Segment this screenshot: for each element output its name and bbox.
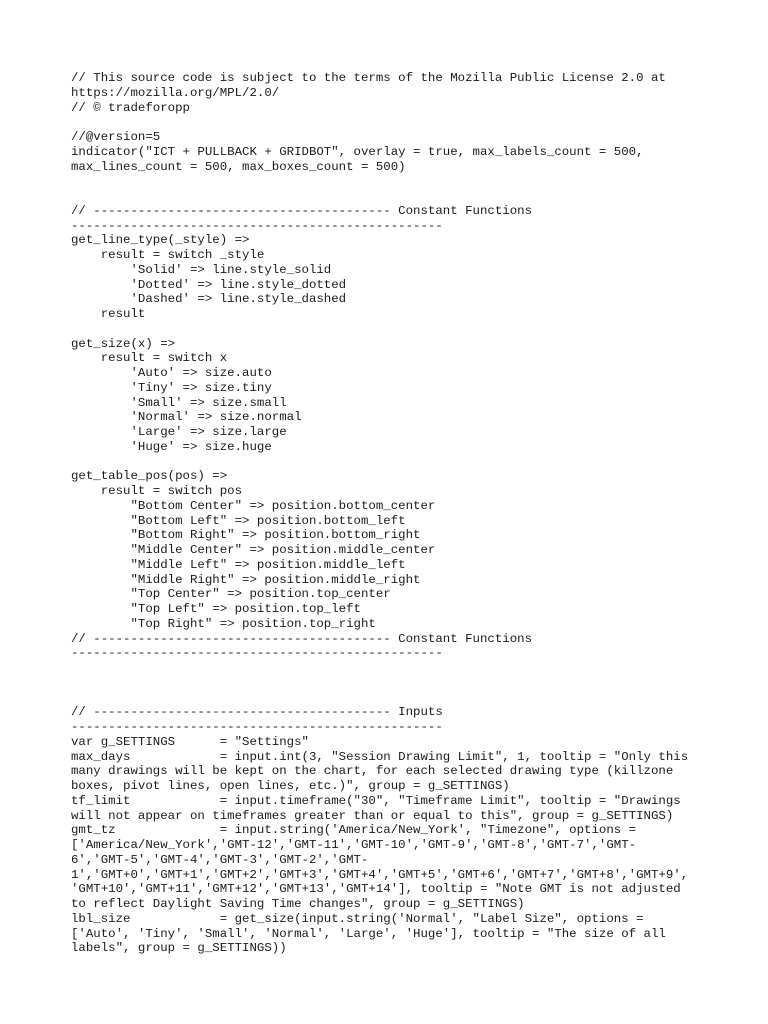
code-line: var g_SETTINGS = "Settings": [71, 734, 309, 749]
code-line: 'Huge' => size.huge: [71, 439, 272, 454]
code-line: [71, 676, 711, 691]
code-line: // ---------------------------------------- Constant Functions: [71, 203, 533, 218]
code-line: result = switch pos: [71, 484, 243, 498]
code-line: to reflect Daylight Saving Time changes", group = g_SETTINGS): [71, 897, 525, 911]
code-line: max_days = input.int(3, "Session Drawing Limit", 1, tooltip = "Only this: [71, 749, 689, 764]
code-line: ['America/New_York','GMT-12','GMT-11','GMT-10','GMT-9','GMT-8','GMT-7','GMT-: [71, 838, 637, 852]
code-line: 'Dashed' => line.style_dashed: [71, 292, 347, 307]
code-line: "Middle Right" => position.middle_right: [71, 572, 421, 587]
code-line: will not appear on timeframes greater than or equal to this", group = g_SETTINGS): [71, 808, 674, 823]
code-line: 'Large' => size.large: [71, 425, 287, 439]
code-line: // ---------------------------------------- Constant Functions: [71, 631, 533, 646]
code-line: indicator("ICT + PULLBACK + GRIDBOT", overlay = true, max_labels_count = 500,: [71, 144, 644, 159]
code-line: "Top Right" => position.top_right: [71, 616, 376, 631]
code-line: [71, 661, 711, 676]
code-line: 'Tiny' => size.tiny: [71, 380, 272, 395]
code-line: [71, 322, 711, 337]
code-line: 'Dotted' => line.style_dotted: [71, 277, 347, 292]
code-line: many drawings will be kept on the chart, for each selected drawing type (killzone: [71, 764, 674, 779]
code-line: result = switch x: [71, 351, 228, 366]
code-line: lbl_size = get_size(input.string('Normal', "Label Size", options =: [71, 911, 644, 926]
code-line: [71, 189, 711, 204]
code-line: 'GMT+10','GMT+11','GMT+12','GMT+13','GMT+14'], tooltip = "Note GMT is not adjusted: [71, 882, 681, 897]
code-line: //@version=5: [71, 130, 161, 144]
code-line: [71, 691, 711, 706]
code-line: [71, 174, 711, 189]
code-line: // This source code is subject to the terms of the Mozilla Public License 2.0 at: [71, 71, 666, 85]
source-code-block: [71, 71, 711, 956]
code-line: result: [71, 307, 146, 321]
code-line: "Bottom Center" => position.bottom_center: [71, 498, 436, 513]
code-line: 6','GMT-5','GMT-4','GMT-3','GMT-2','GMT-: [71, 852, 369, 867]
code-line: "Bottom Right" => position.bottom_right: [71, 528, 421, 543]
code-line: "Bottom Left" => position.bottom_left: [71, 513, 406, 528]
code-line: labels", group = g_SETTINGS)): [71, 941, 287, 956]
code-line: 'Auto' => size.auto: [71, 366, 272, 380]
code-line: gmt_tz = input.string('America/New_York', "Timezone", options =: [71, 823, 637, 838]
code-line: tf_limit = input.timeframe("30", "Timeframe Limit", tooltip = "Drawings: [71, 793, 681, 808]
code-line: 1','GMT+0','GMT+1','GMT+2','GMT+3','GMT+4','GMT+5','GMT+6','GMT+7','GMT+8','GMT+9',: [71, 867, 689, 882]
code-line: --------------------------------------------------: [71, 646, 443, 661]
code-line: [71, 115, 711, 130]
code-line: boxes, pivot lines, open lines, etc.)", group = g_SETTINGS): [71, 779, 510, 793]
code-line: // © tradeforopp: [71, 100, 190, 115]
code-line: get_size(x) =>: [71, 336, 176, 351]
code-line: // ---------------------------------------- Inputs: [71, 705, 443, 720]
code-line: --------------------------------------------------: [71, 218, 443, 233]
code-line: 'Normal' => size.normal: [71, 410, 302, 425]
code-line: result = switch _style: [71, 248, 265, 262]
code-line: "Top Left" => position.top_left: [71, 602, 361, 616]
code-line: get_table_pos(pos) =>: [71, 469, 228, 484]
code-line: 'Small' => size.small: [71, 395, 287, 410]
code-line: [71, 455, 711, 470]
code-line: ['Auto', 'Tiny', 'Small', 'Normal', 'Large', 'Huge'], tooltip = "The size of all: [71, 926, 666, 941]
code-line: 'Solid' => line.style_solid: [71, 262, 332, 277]
code-line: get_line_type(_style) =>: [71, 233, 250, 248]
code-line: --------------------------------------------------: [71, 720, 443, 734]
code-line: "Top Center" => position.top_center: [71, 587, 391, 602]
code-line: "Middle Left" => position.middle_left: [71, 557, 406, 572]
code-line: max_lines_count = 500, max_boxes_count = 500): [71, 159, 406, 174]
code-line: "Middle Center" => position.middle_center: [71, 543, 436, 557]
code-line: https://mozilla.org/MPL/2.0/: [71, 85, 280, 100]
